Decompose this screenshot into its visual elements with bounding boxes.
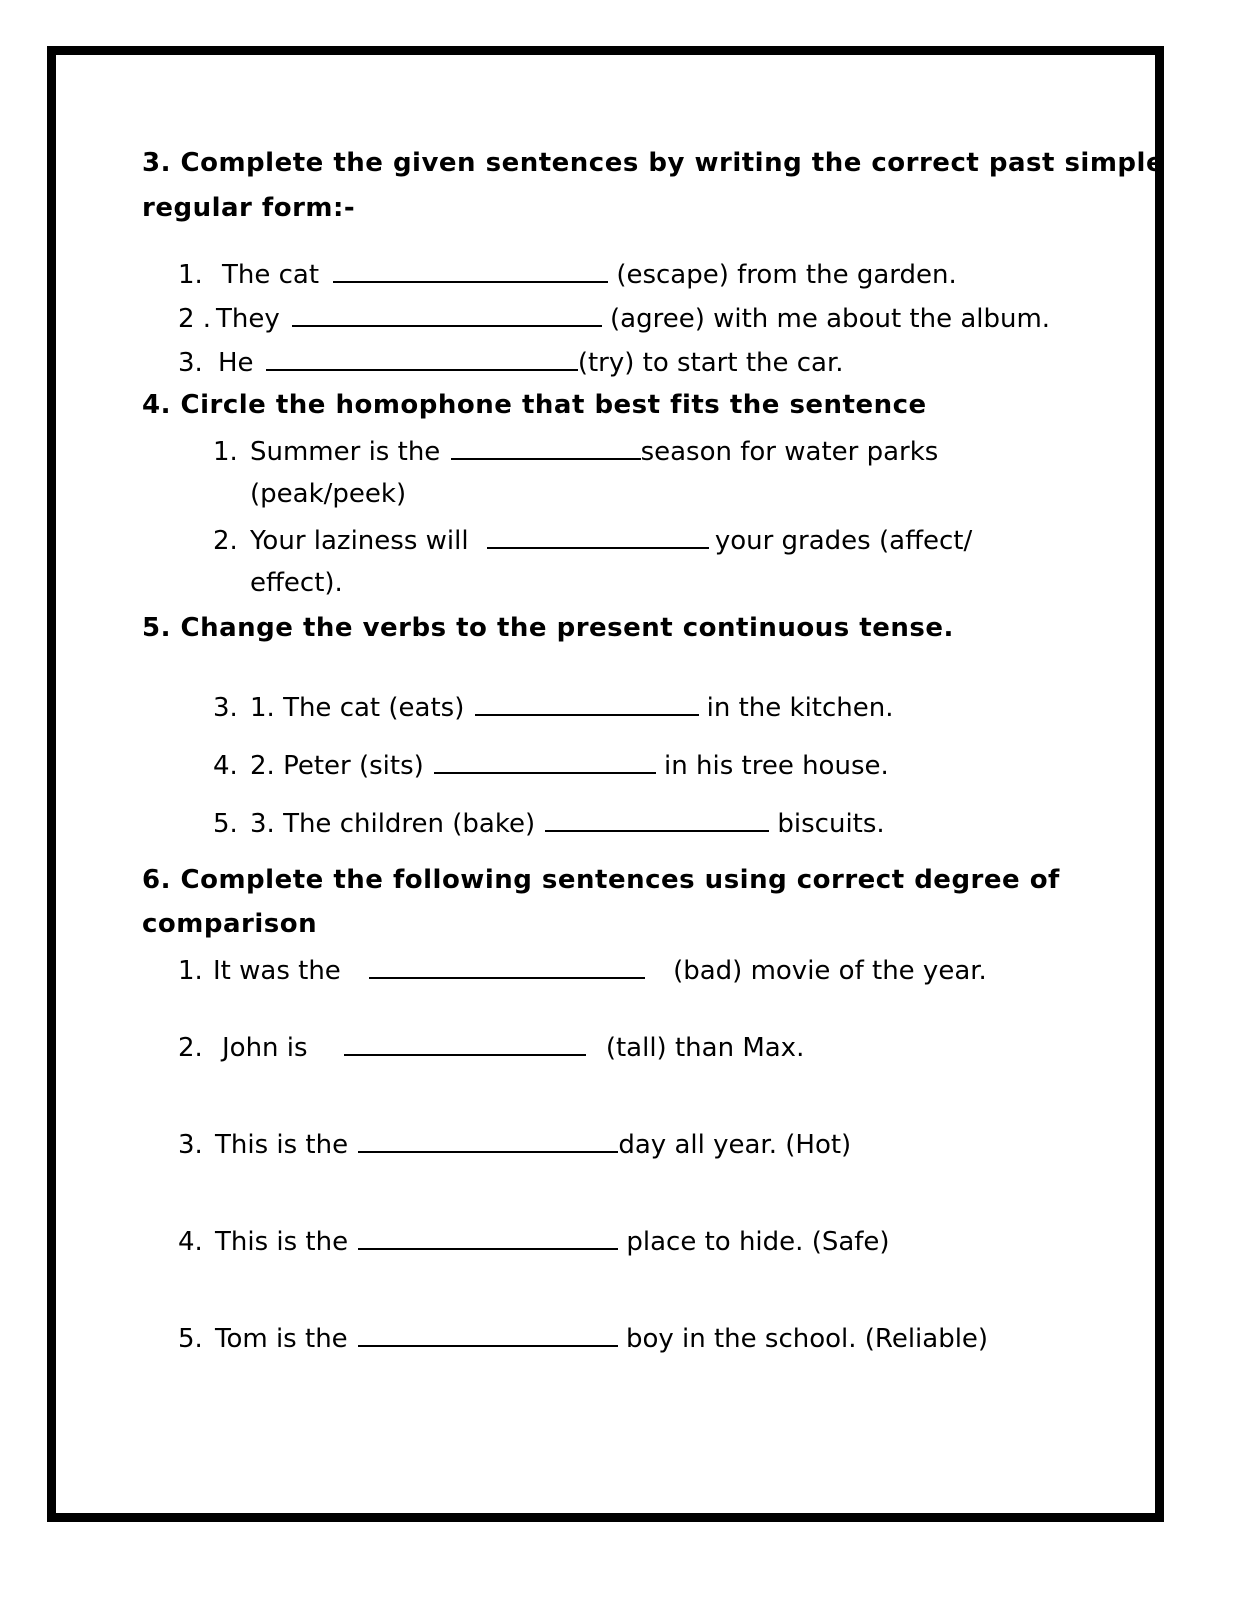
item-text-after: (bad) movie of the year. — [673, 956, 987, 986]
section-4-item-2 — [213, 523, 972, 556]
item-text-after: boy in the school. (Reliable) — [625, 1324, 989, 1354]
section-5-item-3 — [213, 806, 885, 839]
section-6-heading-line2: comparison — [142, 909, 318, 939]
item-number: 3. — [213, 693, 238, 723]
answer-blank[interactable] — [358, 1127, 618, 1153]
item-text-before: This is the — [215, 1227, 349, 1257]
item-text-before: 2. Peter (sits) — [250, 751, 424, 781]
answer-blank[interactable] — [344, 1030, 586, 1056]
item-number: 1. — [178, 956, 203, 986]
item-text-after: in the kitchen. — [706, 693, 894, 723]
answer-blank[interactable] — [545, 806, 769, 832]
answer-blank[interactable] — [358, 1321, 618, 1347]
item-text-after: (tall) than Max. — [605, 1033, 805, 1063]
item-number: 1. — [178, 260, 203, 290]
item-number: 3. — [178, 1130, 203, 1160]
section-3-heading-line2: regular form:- — [142, 193, 356, 223]
section-5-heading: 5. Change the verbs to the present continuous tense. — [142, 613, 954, 643]
section-6-item-4 — [178, 1224, 890, 1257]
section-4-item-2-continued: effect). — [250, 568, 343, 598]
section-3-item-1 — [178, 257, 957, 290]
item-text-before: 3. The children (bake) — [250, 809, 536, 839]
answer-blank[interactable] — [475, 690, 699, 716]
section-4-item-1-continued: (peak/peek) — [250, 479, 407, 509]
item-text-before: He — [218, 348, 254, 378]
item-text-after: biscuits. — [777, 809, 885, 839]
item-number: 1. — [213, 437, 238, 467]
item-number: 2. — [213, 526, 238, 556]
item-text-after: (agree) with me about the album. — [610, 304, 1051, 334]
item-number: 4. — [178, 1227, 203, 1257]
item-text-before: Your laziness will — [250, 526, 469, 556]
item-text-after: your grades (affect/ — [714, 526, 973, 556]
answer-blank[interactable] — [451, 434, 641, 460]
item-text-after: in his tree house. — [664, 751, 889, 781]
item-text-before: 1. The cat (eats) — [250, 693, 465, 723]
section-3-heading-line1: 3. Complete the given sentences by writing the correct past simple — [142, 148, 1165, 178]
section-6-item-1 — [178, 953, 987, 986]
item-number: 2 . — [178, 304, 212, 334]
answer-blank[interactable] — [487, 523, 709, 549]
item-text-before: Summer is the — [250, 437, 441, 467]
section-5-item-1 — [213, 690, 894, 723]
item-text-before: The cat — [222, 260, 320, 290]
section-6-item-2 — [178, 1030, 804, 1063]
section-4-item-1 — [213, 434, 938, 467]
answer-blank[interactable] — [292, 301, 602, 327]
item-text-before: It was the — [213, 956, 341, 986]
item-text-after: (try) to start the car. — [577, 348, 844, 378]
answer-blank[interactable] — [434, 748, 656, 774]
item-text-before: John is — [222, 1033, 308, 1063]
answer-blank[interactable] — [333, 257, 608, 283]
item-text-after: place to hide. (Safe) — [626, 1227, 890, 1257]
section-6-heading-line1: 6. Complete the following sentences using correct degree of — [142, 865, 1060, 895]
section-3-item-2 — [178, 301, 1050, 334]
item-text-before: They — [216, 304, 280, 334]
item-number: 3. — [178, 348, 203, 378]
section-4-heading: 4. Circle the homophone that best fits the sentence — [142, 390, 927, 420]
answer-blank[interactable] — [369, 953, 645, 979]
item-number: 4. — [213, 751, 238, 781]
item-text-after: (escape) from the garden. — [616, 260, 957, 290]
section-5-item-2 — [213, 748, 889, 781]
item-number: 5. — [178, 1324, 203, 1354]
section-3-item-3 — [178, 345, 844, 378]
item-text-after: day all year. (Hot) — [618, 1130, 852, 1160]
item-text-after: season for water parks — [640, 437, 939, 467]
item-text-before: This is the — [215, 1130, 349, 1160]
answer-blank[interactable] — [266, 345, 578, 371]
answer-blank[interactable] — [358, 1224, 618, 1250]
section-6-item-5 — [178, 1321, 988, 1354]
item-number: 5. — [213, 809, 238, 839]
item-text-before: Tom is the — [215, 1324, 348, 1354]
section-6-item-3 — [178, 1127, 851, 1160]
item-number: 2. — [178, 1033, 203, 1063]
